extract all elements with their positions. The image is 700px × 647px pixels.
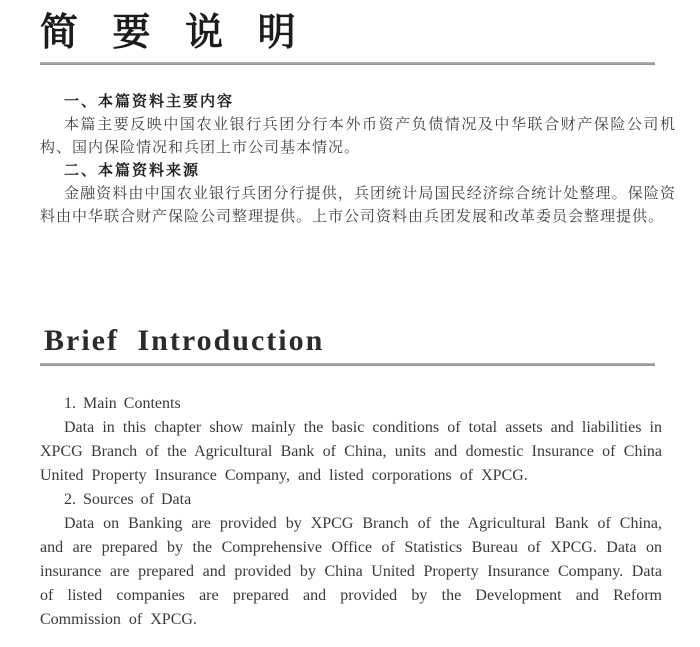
zh-section-2-heading: 二、本篇资料来源 [64, 162, 201, 179]
page-title-chinese: 简 要 说 明 [40, 12, 308, 54]
chinese-text-section [40, 90, 676, 228]
title-underline-rule [40, 62, 655, 65]
english-title-underline-rule [40, 363, 655, 366]
en-section-2-heading: 2. Sources of Data [64, 491, 192, 508]
en-section-1-paragraph: Data in this chapter show mainly the basic conditions of total assets and liabilities in XPCG Branch of the Agricultural Bank of China, units and domestic Insurance of China United Property Insurance Company, and listed corporations of XPCG. [40, 419, 662, 484]
page-title-english: Brief Introduction [44, 324, 325, 357]
zh-section-2-paragraph: 金融资料由中国农业银行兵团分行提供，兵团统计局国民经济综合统计处整理。保险资料由中华联合财产保险公司整理提供。上市公司资料由兵团发展和改革委员会整理提供。 [40, 185, 676, 225]
en-section-2-paragraph: Data on Banking are provided by XPCG Branch of the Agricultural Bank of China, and are prepared by the Comprehensive Office of Statistics Bureau of XPCG. Data on insurance are prepared and provided by China United Property Insurance Company. Data of listed companies are prepared and provided by the Development and Reform Commission of XPCG. [40, 515, 662, 628]
en-section-1-heading: 1. Main Contents [64, 395, 181, 412]
zh-section-1-heading: 一、本篇资料主要内容 [64, 93, 235, 110]
zh-section-1-paragraph: 本篇主要反映中国农业银行兵团分行本外币资产负债情况及中华联合财产保险公司机构、国内保险情况和兵团上市公司基本情况。 [40, 116, 676, 156]
english-text-section [40, 392, 662, 632]
